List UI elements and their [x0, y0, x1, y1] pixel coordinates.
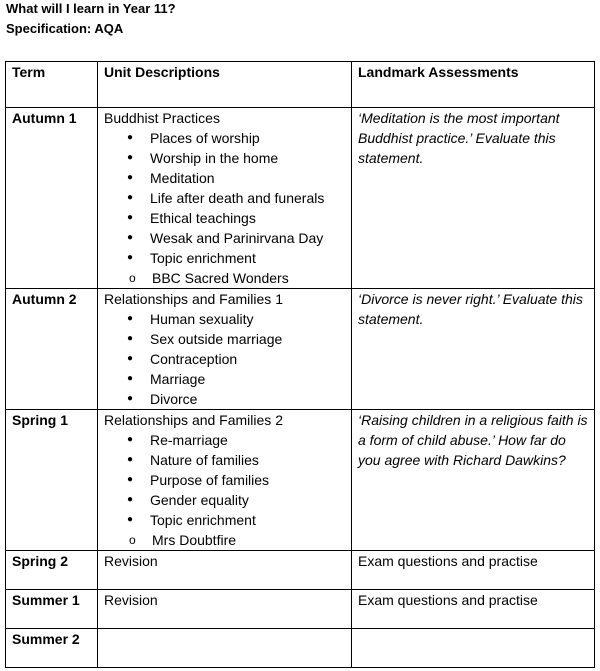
unit-description-cell — [98, 108, 352, 289]
list-item: ● Nature of families — [104, 450, 345, 470]
list-item: ● Gender equality — [104, 490, 345, 510]
table-row — [6, 108, 595, 289]
list-item: ● Places of worship — [104, 128, 345, 148]
curriculum-table — [5, 61, 595, 668]
term-cell: Spring 1 — [6, 410, 98, 551]
unit-description-cell — [98, 629, 352, 668]
sub-list-item: o BBC Sacred Wonders — [104, 268, 345, 288]
table-row — [6, 289, 595, 410]
table-row — [6, 590, 595, 629]
term-cell: Autumn 1 — [6, 108, 98, 289]
assessment-cell: Exam questions and practise — [352, 590, 595, 629]
table-row — [6, 551, 595, 590]
list-item: ● Worship in the home — [104, 148, 345, 168]
list-item: ● Re-marriage — [104, 430, 345, 450]
list-item: ● Contraception — [104, 349, 345, 369]
unit-title: Buddhist Practices — [104, 110, 220, 126]
table-row — [6, 410, 595, 551]
topic-list — [104, 128, 345, 268]
unit-description-cell: Revision — [98, 590, 352, 629]
topic-list — [104, 309, 345, 409]
table-header-row — [6, 62, 595, 108]
list-item: ● Marriage — [104, 369, 345, 389]
list-item: ● Topic enrichment — [104, 510, 345, 530]
list-item: ● Human sexuality — [104, 309, 345, 329]
table-row — [6, 629, 595, 668]
unit-description-cell — [98, 289, 352, 410]
unit-title: Relationships and Families 2 — [104, 412, 283, 428]
column-header-landmark-assessments: Landmark Assessments — [352, 62, 595, 108]
list-item: ● Purpose of families — [104, 470, 345, 490]
sub-topic-list — [104, 530, 345, 550]
list-item: ● Topic enrichment — [104, 248, 345, 268]
list-item: ● Wesak and Parinirvana Day — [104, 228, 345, 248]
specification-label: Specification: AQA — [6, 21, 124, 36]
topic-list — [104, 430, 345, 530]
list-item: ● Ethical teachings — [104, 208, 345, 228]
list-item: ● Meditation — [104, 168, 345, 188]
term-cell: Summer 1 — [6, 590, 98, 629]
term-cell: Spring 2 — [6, 551, 98, 590]
column-header-term: Term — [6, 62, 98, 108]
term-cell: Summer 2 — [6, 629, 98, 668]
unit-title: Relationships and Families 1 — [104, 291, 283, 307]
term-cell: Autumn 2 — [6, 289, 98, 410]
assessment-cell: ‘Raising children in a religious faith is a form of child abuse.’ How far do you agree with Richard Dawkins? — [352, 410, 595, 551]
list-item: ● Sex outside marriage — [104, 329, 345, 349]
sub-list-item: o Mrs Doubtfire — [104, 530, 345, 550]
assessment-cell: ‘Divorce is never right.’ Evaluate this statement. — [352, 289, 595, 410]
sub-topic-list — [104, 268, 345, 288]
assessment-cell: Exam questions and practise — [352, 551, 595, 590]
page-title: What will I learn in Year 11? — [6, 1, 176, 16]
list-item: ● Divorce — [104, 389, 345, 409]
column-header-unit-descriptions: Unit Descriptions — [98, 62, 352, 108]
list-item: ● Life after death and funerals — [104, 188, 345, 208]
assessment-cell — [352, 629, 595, 668]
unit-description-cell: Revision — [98, 551, 352, 590]
unit-description-cell — [98, 410, 352, 551]
assessment-cell: ‘Meditation is the most important Buddhist practice.’ Evaluate this statement. — [352, 108, 595, 289]
